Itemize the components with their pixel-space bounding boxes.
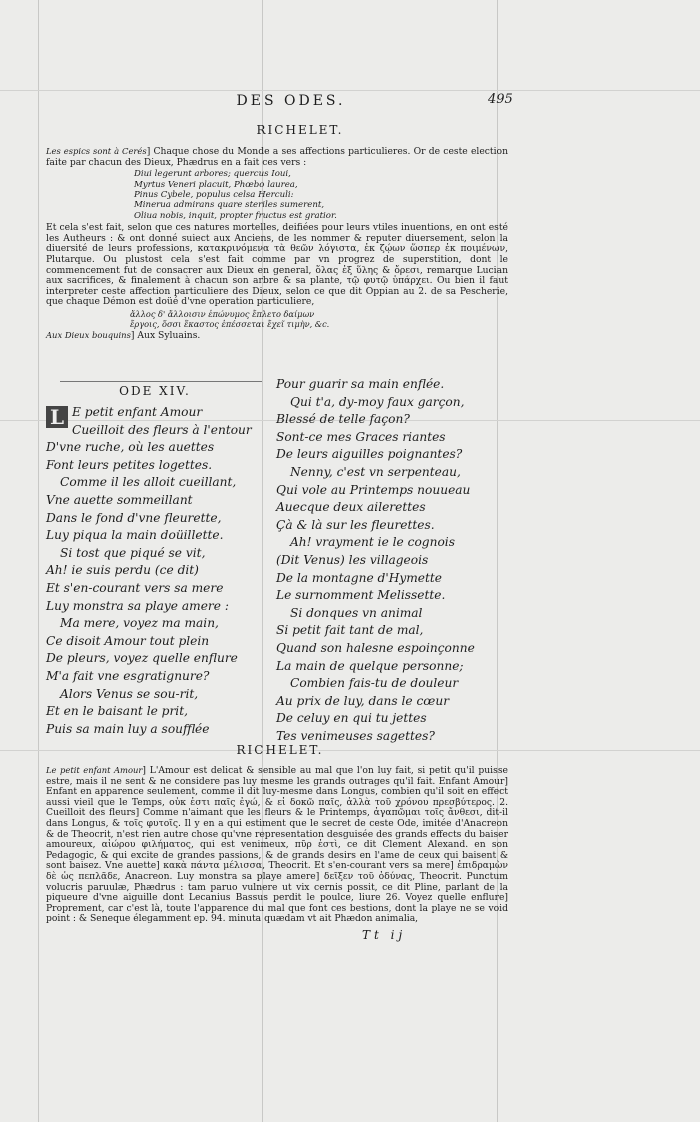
poem-line: Si tost que piqué se vit, (60, 545, 206, 560)
running-head: DES ODES. (236, 93, 346, 109)
poem-line: Cueilloit des fleurs à l'entour (72, 422, 252, 437)
signature-mark: Tt ij (362, 928, 407, 942)
poem-line: Qui vole au Printemps nouueau (276, 482, 471, 497)
poem-line: Alors Venus se sou-rit, (60, 686, 199, 701)
commentary-paragraph (46, 765, 508, 925)
ode-title: ODE XIV. (119, 384, 191, 398)
verse-line: Diui legerunt arbores; quercus Ioui, (134, 169, 291, 180)
verse-line: Myrtus Veneri placuit, Phœbo laurea, (134, 179, 298, 190)
verse-line: Oliua nobis, inquit, propter fructus est gratior. (134, 210, 337, 221)
commentary-text: ] Chaque chose du Monde a ses affections particulieres. Or de ceste election faite par chacun des Dieux, Phædrus en a fait ces vers : (46, 146, 508, 168)
divider (60, 381, 262, 382)
poem-line: Ma mere, voyez ma main, (60, 616, 219, 631)
poem-line: Pour guarir sa main enflée. (276, 377, 445, 391)
poem-right-column (276, 376, 496, 745)
poem-line: La main de quelque personne; (276, 658, 464, 673)
drop-cap: L (46, 406, 68, 428)
lemma: Les espics sont à Cerés (46, 146, 147, 156)
scan-line (38, 0, 39, 1122)
poem-line: Vne auette sommeillant (46, 492, 193, 507)
poem-line: Le surnomment Melissette. (276, 588, 446, 603)
poem-line: L E petit enfant Amour (46, 404, 260, 422)
poem-line: Luy piqua la main doüillette. (46, 528, 224, 543)
commentary-text: ] Aux Syluains. (130, 330, 201, 342)
section-title: RICHELET. (236, 743, 324, 757)
poem-line: Blessé de telle façon? (276, 412, 410, 427)
commentary-paragraph (46, 330, 508, 342)
commentary-top (46, 146, 508, 342)
poem-line: Au prix de luy, dans le cœur (276, 693, 450, 708)
poem-line: Comme il les alloit cueillant, (60, 475, 237, 490)
page-number: 495 (488, 92, 513, 107)
poem-line: Çà & là sur les fleurettes. (276, 517, 435, 532)
section-title: RICHELET. (256, 123, 344, 137)
verse-line: ἄλλος δ' ἄλλοισιν ἐπώνυμος ἔπλετο δαίμων (130, 308, 315, 319)
poem-line: De pleurs, voyez quelle enflure (46, 651, 238, 666)
poem-line: Tes venimeuses sagettes? (276, 728, 435, 743)
poem-line: Ce disoit Amour tout plein (46, 633, 210, 648)
poem-line: Auecque deux ailerettes (276, 500, 426, 515)
commentary-bottom (46, 765, 508, 925)
poem-left-column (46, 404, 260, 738)
verse-line: ἔργοις, ὅσσι ἕκαστος ἐπέσσεται ἔχεῖ τιμὴν, &c. (130, 319, 330, 330)
poem-line: Luy monstra sa playe amere : (46, 598, 229, 613)
poem-line: Puis sa main luy a soufflée (46, 721, 210, 736)
poem-line: Quand son halesne espoinçonne (276, 640, 475, 655)
poem-line: Si donques vn animal (290, 605, 423, 620)
commentary-paragraph: Et cela s'est fait, selon que ces natures mortelles, deifiées pour leurs vtiles inuentions, en ont esté les Autheurs : & ont donné suiect aux Anciens, de les nommer & reputer diuersement, selon la diuersité de leurs professions, κατακρινόμενα τὰ θεῶν λόγιστα, ἐκ ζῴων ὥσπερ ἐκ ποιμένων, Plutarque. Ou plustost cela s'est fait comme par vn progrez de superstition, dont le commencement fut de consacrer aux Dieux en general, ὅλας ἐξ ὕλης & ὄρεσι, remarque Lucian aux sacrifices, & finalement à chacun son arbre & sa plante, τῷ φυτῷ ὑπάρχει. Ou bien il faut interpreter ceste affection particuliere des Dieux, selon ce que dit Oppian au 2. de sa Pescherie, que chaque Démon est doüé d'vne operation particuliere, (46, 222, 508, 308)
latin-verse-quote (134, 169, 508, 221)
poem-line: Combien fais-tu de douleur (290, 676, 459, 691)
poem-line: Sont-ce mes Graces riantes (276, 429, 446, 444)
poem-line: D'vne ruche, où les auettes (46, 440, 215, 455)
scan-line (0, 90, 700, 91)
poem-line: De la montagne d'Hymette (276, 570, 442, 585)
poem-line: De celuy en qui tu jettes (276, 711, 427, 726)
poem-line: Qui t'a, dy-moy faux garçon, (290, 394, 465, 409)
poem-line: Nenny, c'est vn serpenteau, (290, 464, 461, 479)
lemma: Le petit enfant Amour (46, 765, 143, 775)
greek-verse-quote (130, 309, 508, 329)
poem-line: M'a fait vne esgratignure? (46, 668, 210, 683)
lemma: Aux Dieux bouquins (46, 330, 131, 341)
commentary-paragraph (46, 146, 508, 168)
poem-line: (Dit Venus) les villageois (276, 552, 429, 567)
poem-line: Si petit fait tant de mal, (276, 623, 424, 638)
poem-line: Ah! ie suis perdu (ce dit) (46, 563, 199, 578)
poem-line: Et en le baisant le prit, (46, 704, 188, 719)
poem-line: De leurs aiguilles poignantes? (276, 447, 463, 462)
commentary-text: ] L'Amour est delicat & sensible au mal que l'on luy fait, si petit qu'il puisse estre, mais il ne sent & ne considere pas luy mesme les grands outrages qu'il fait. Enfant Amour] Enfant en apparence seulement, comme il dit luy-mesme dans Longus, combien qu'il soit en effect aussi vieil que le Temps, οὐκ ἐστι παῖς ἐγώ, & εἰ δοκῶ παῖς, ἀλλὰ τοῦ χρόνου πρεσβύτερος. 2. Cueilloit des fleurs] Comme n'aimant que les fleurs & le Printemps, ἀγαπῶμαι τοῖς ἄνθεσι, dit-il dans Longus, & τοῖς φυτοῖς. Il y en a qui estiment que le secret de ceste Ode, imitée d'Anacreon & de Theocrit, n'est rien autre chose qu'vne representation desguisée des grands effects du baiser amoureux, αἰώρου φιλήματος, qui est venimeux, πῦρ ἐστὶ, ce dit Clement Alexand. en son Pedagogic, & qui excite de grandes passions, & de grands desirs en l'ame de ceux qui baisent & sont baisez. Vne auette] κακὰ πάντα μέλισσα, Theocrit. Et s'en-courant vers sa mere] ἐπιδραμὼν δὲ ὡς πεπλᾶδε, Anacreon. Luy monstra sa playe amere] δεῖξεν τοῦ ὀδύνας, Theocrit. Punctum volucris paruulæ, Phædrus : tam paruo vulnere ut vix cernis possit, ce dit Pline, parlant de la piqueure d'vne aiguille dont Lecanius Bassus perdit le poulce, liure 26. Voyez quelle enflure] Proprement, car c'est là, toute l'apparence du mal que font ces bestions, dont la playe ne se void point : & Seneque élegamment ep. 94. minuta quædam vt ait Phædon animalia, (46, 765, 508, 925)
poem-line: Font leurs petites logettes. (46, 457, 213, 472)
poem-line: Dans le fond d'vne fleurette, (46, 510, 222, 525)
poem-line: Ah! vrayment ie le cognois (290, 535, 455, 550)
verse-line: Minerua admirans quare steriles sumerent, (134, 200, 325, 211)
verse-line: Pinus Cybele, populus celsa Herculi: (134, 190, 294, 200)
poem-line: Et s'en-courant vers sa mere (46, 580, 224, 595)
